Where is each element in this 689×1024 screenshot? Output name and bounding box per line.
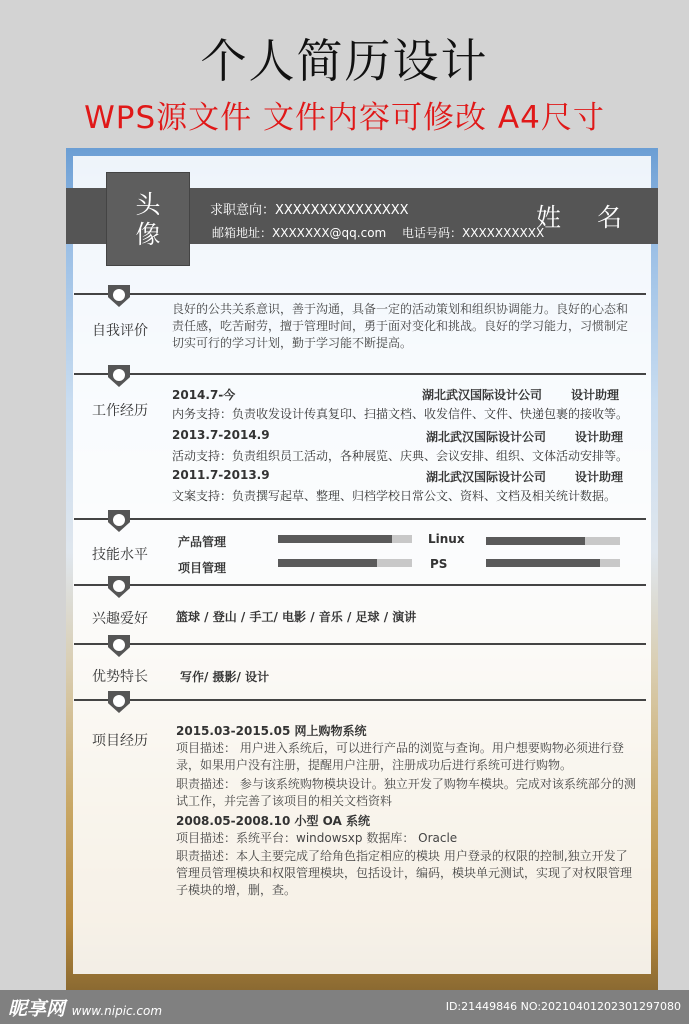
divider-skills	[74, 518, 646, 520]
skill-bar	[486, 559, 620, 567]
name: 姓 名	[536, 203, 636, 232]
section-marker-icon	[108, 365, 130, 387]
resume-poster	[66, 148, 658, 990]
section-title-projects: 项目经历	[92, 733, 148, 749]
section-marker-icon	[108, 635, 130, 657]
watermark-bar	[0, 990, 689, 1024]
section-marker-icon	[108, 285, 130, 307]
project-heading: 2008.05-2008.10 小型 OA 系统	[176, 814, 370, 828]
skill-bar	[278, 535, 412, 543]
work-desc: 活动支持：负责组织员工活动，各种展览、庆典、会议安排、组织、文体活动安排等。	[172, 449, 629, 463]
skill-name: PS	[430, 557, 448, 571]
watermark-logo	[8, 994, 162, 1021]
work-period: 2013.7-2014.9	[172, 428, 270, 442]
header-subtitle: WPS源文件 文件内容可修改 A4尺寸	[84, 100, 605, 136]
work-period: 2011.7-2013.9	[172, 468, 270, 482]
skill-bar	[486, 537, 620, 545]
work-company: 湖北武汉国际设计公司	[426, 430, 547, 444]
header-title: 个人简历设计	[200, 34, 489, 88]
section-title-work: 工作经历	[92, 403, 148, 419]
project-desc: 项目描述：系统平台：windowsxp 数据库： Oracle	[176, 831, 458, 845]
avatar-char-1: 头	[135, 190, 161, 219]
section-title-self-eval: 自我评价	[92, 323, 148, 339]
project-duty: 职责描述：本人主要完成了给角色指定相应的模块 用户登录的权限的控制,独立开发了管理员管理模块和权限管理模块，包括设计，编码，模块单元测试，实现了对权限管理子模块的增，删，查。	[176, 849, 633, 897]
skill-bar	[278, 559, 412, 567]
job-intent: 求职意向：XXXXXXXXXXXXXXX	[210, 203, 409, 218]
section-marker-icon	[108, 576, 130, 598]
divider-work	[74, 373, 646, 375]
skill-name: Linux	[428, 532, 465, 546]
hobbies-text: 篮球 / 登山 / 手工/ 电影 / 音乐 / 足球 / 演讲	[176, 610, 417, 624]
section-marker-icon	[108, 510, 130, 532]
self-eval-text: 良好的公共关系意识，善于沟通，具备一定的活动策划和组织协调能力。良好的心态和责任感，吃苦耐劳，擅于管理时间，勇于面对变化和挑战。良好的学习能力，习惯制定切实可行的学习计划，勤于学习能不断提高。	[172, 302, 629, 350]
section-marker-icon	[108, 691, 130, 713]
work-company: 湖北武汉国际设计公司	[422, 388, 543, 402]
watermark-logo-text: 昵享网	[8, 998, 66, 1020]
project-heading: 2015.03-2015.05 网上购物系统	[176, 724, 367, 738]
avatar-placeholder	[106, 172, 190, 266]
work-role: 设计助理	[575, 430, 624, 444]
project-duty: 职责描述： 参与该系统购物模块设计。独立开发了购物车模块。完成对该系统部分的测试工作，并完善了该项目的相关文档资料	[176, 777, 636, 808]
divider-strengths	[74, 643, 646, 645]
watermark-id: ID:21449846 NO:20210401202301297080	[445, 1000, 681, 1013]
skill-name: 产品管理	[178, 535, 227, 549]
work-role: 设计助理	[575, 470, 624, 484]
section-title-strengths: 优势特长	[92, 669, 148, 685]
email: 邮箱地址：XXXXXXX@qq.com	[212, 226, 387, 240]
avatar-char-2: 像	[135, 220, 161, 249]
phone: 电话号码：XXXXXXXXXX	[402, 226, 545, 240]
work-desc: 内务支持：负责收发设计传真复印、扫描文档、收发信件、文件、快递包裹的接收等。	[172, 407, 629, 421]
divider-projects	[74, 699, 646, 701]
skill-name: 项目管理	[178, 561, 227, 575]
section-title-skills: 技能水平	[92, 547, 148, 563]
project-desc: 项目描述： 用户进入系统后，可以进行产品的浏览与查询。用户想要购物必须进行登录，如果用户没有注册，提醒用户注册，注册成功后进行系统可进行购物。	[176, 741, 624, 772]
work-desc: 文案支持：负责撰写起草、整理、归档学校日常公文、资料、文档及相关统计数据。	[172, 489, 617, 503]
work-company: 湖北武汉国际设计公司	[426, 470, 547, 484]
section-title-hobbies: 兴趣爱好	[92, 611, 148, 627]
work-role: 设计助理	[571, 388, 620, 402]
divider-hobbies	[74, 584, 646, 586]
divider-self-eval	[74, 293, 646, 295]
strengths-text: 写作/ 摄影/ 设计	[180, 670, 270, 684]
work-period: 2014.7-今	[172, 388, 236, 402]
watermark-url: www.nipic.com	[71, 1004, 163, 1018]
